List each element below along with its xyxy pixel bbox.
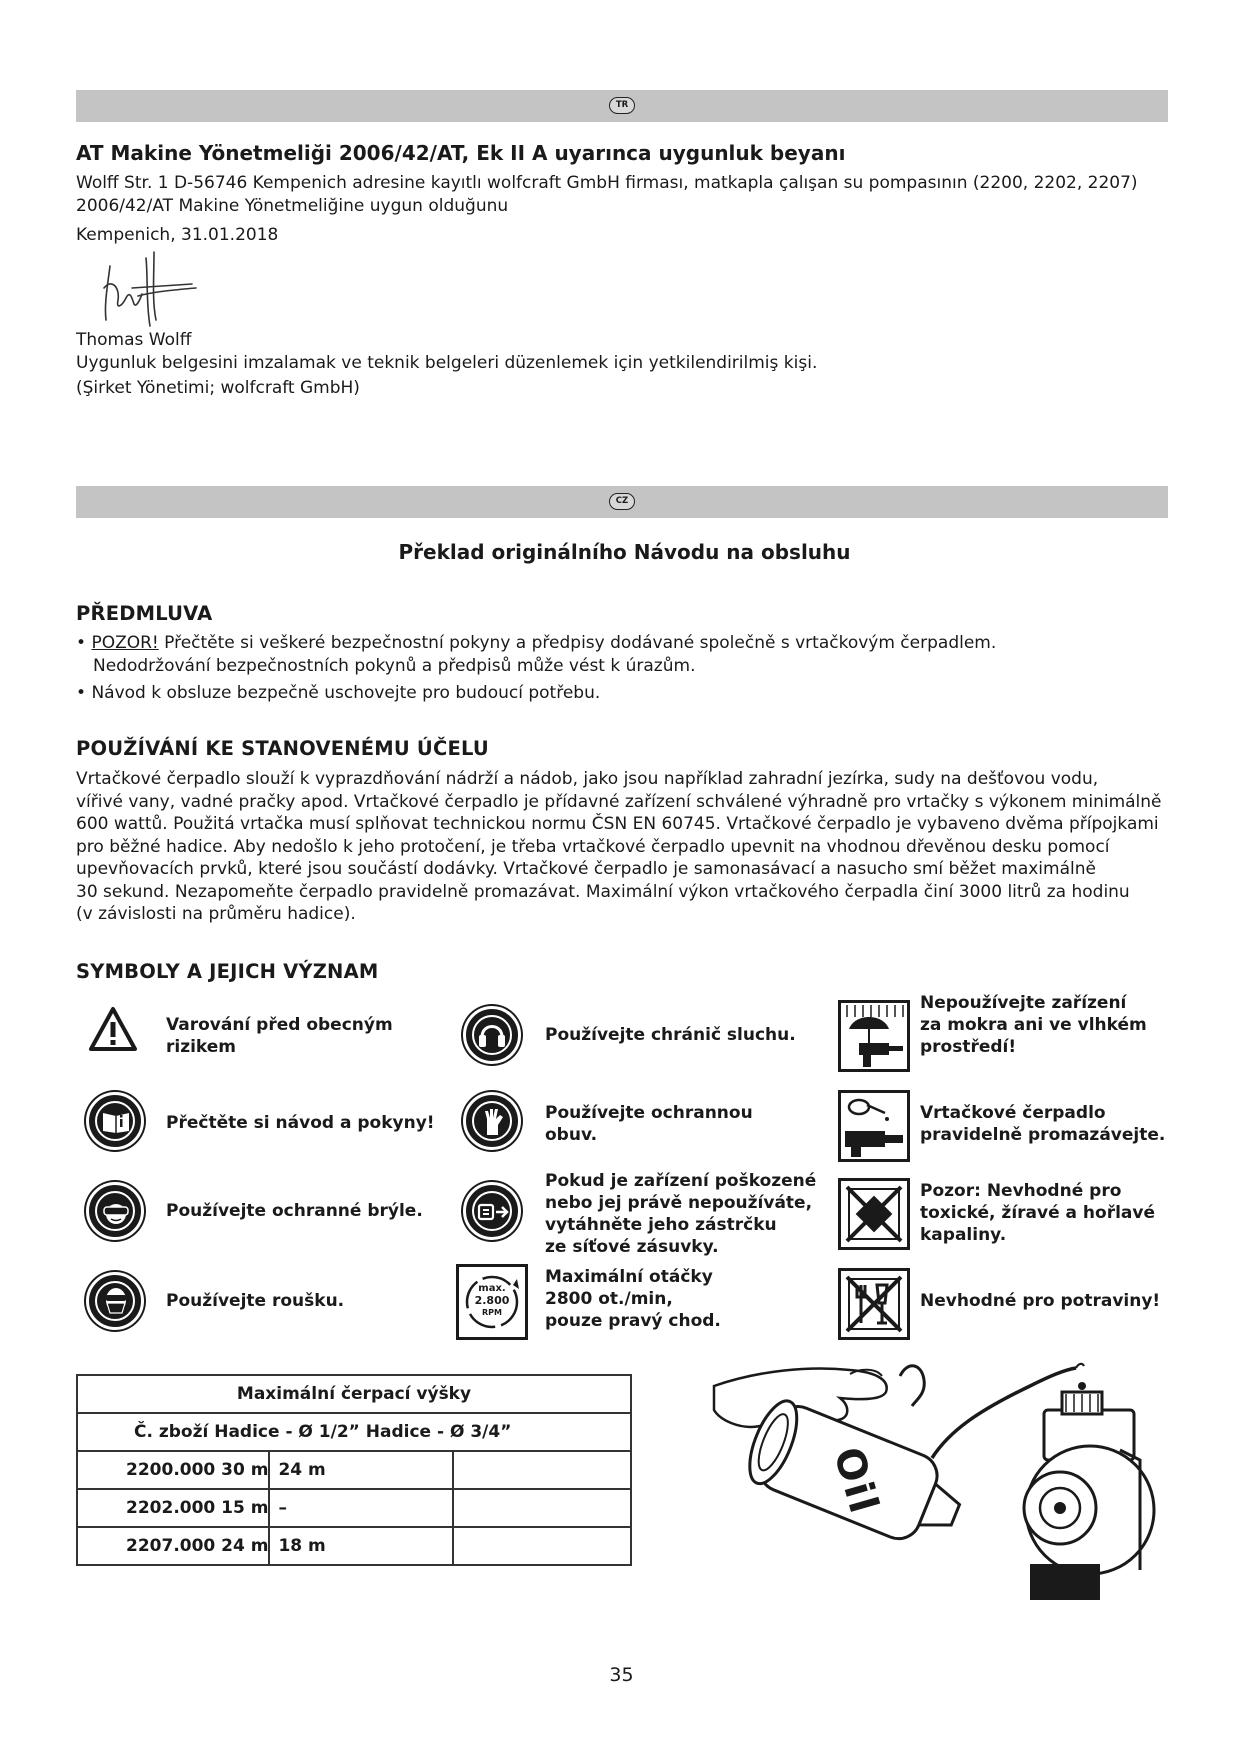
table-cell-hose34: 18 m: [269, 1527, 453, 1565]
intended-use-heading: POUŽÍVÁNÍ KE STANOVENÉMU ÚČELU: [76, 737, 489, 760]
cz-language-badge: CZ: [609, 493, 635, 510]
foreword-bullet-1: • POZOR! Přečtěte si veškeré bezpečnostní pokyny a předpisy dodávané společně s vrtačkovým čerpadlem.: [76, 633, 997, 653]
table-cell-hose34: –: [269, 1489, 453, 1527]
tr-place-date: Kempenich, 31.01.2018: [76, 225, 279, 245]
table-cell-item: 2207.000 24 m: [77, 1527, 269, 1565]
tr-declaration-title: AT Makine Yönetmeliği 2006/42/AT, Ek II A uyarınca uygunluk beyanı: [76, 141, 846, 165]
symbol-text: nebo jej právě nepoužíváte,: [545, 1193, 813, 1213]
symbol-text: ze síťové zásuvky.: [545, 1237, 719, 1257]
symbol-text: pravidelně promazávejte.: [920, 1125, 1166, 1145]
tr-text-line1: Wolff Str. 1 D-56746 Kempenich adresine kayıtlı wolfcraft GmbH firması, matkapla çalışan su pompasının (2200, 2202, 2207): [76, 173, 1138, 193]
symbol-text: za mokra ani ve vlhkém: [920, 1015, 1147, 1035]
symbol-text: rizikem: [166, 1037, 237, 1057]
table-title-row: [77, 1375, 631, 1413]
ear-protection-icon: [463, 1006, 521, 1064]
symbol-label-lubricate: [920, 1102, 1165, 1146]
table-title: Maximální čerpací výšky: [77, 1375, 631, 1413]
rpm-badge-line: RPM: [482, 1308, 502, 1317]
cz-manual-title: Překlad originálního Návodu na obsluhu: [398, 540, 851, 564]
table-cell-hose34: 24 m: [269, 1451, 453, 1489]
intended-use-paragraph: [76, 768, 1162, 926]
symbol-label-unplug: [545, 1170, 816, 1258]
lubricate-icon: [838, 1090, 910, 1162]
symbols-heading: SYMBOLY A JEJICH VÝZNAM: [76, 960, 379, 983]
tr-signer-role: Uygunluk belgesini imzalamak ve teknik belgeleri düzenlemek için yetkilendirilmiş kişi.: [76, 353, 818, 373]
rpm-badge-line: max.: [478, 1283, 506, 1294]
foreword-bullet-1-text: Přečtěte si veškeré bezpečnostní pokyny a předpisy dodávané společně s vrtačkovým čerpadlem.: [158, 633, 997, 653]
table-cell-empty: [453, 1451, 631, 1489]
symbol-label-protective-shoes: [545, 1102, 753, 1146]
foreword-bullet-1-line2: Nedodržování bezpečnostních pokynů a předpisů může vést k úrazům.: [93, 656, 696, 676]
symbol-label-general-warning: [166, 1014, 393, 1058]
max-pump-height-table: [76, 1374, 632, 1566]
symbol-text: Nepoužívejte zařízení: [920, 993, 1127, 1013]
symbol-label-no-food: Nevhodné pro potraviny!: [920, 1291, 1161, 1311]
no-food-icon: [838, 1268, 910, 1340]
intended-use-line: vířivé vany, vadné pračky apod. Vrtačkové čerpadlo je přídavné zařízení schválené výhradně pro vrtačky s výkonem minimálně: [76, 791, 1162, 812]
foreword-bullet-2: • Návod k obsluze bezpečně uschovejte pro budoucí potřebu.: [76, 683, 601, 703]
foreword-heading: PŘEDMLUVA: [76, 602, 213, 625]
table-header-row: [77, 1413, 631, 1451]
warning-triangle-icon: [88, 1006, 138, 1052]
symbol-label-ear-protection: Používejte chránič sluchu.: [545, 1025, 796, 1045]
symbol-text: vytáhněte jeho zástrčku: [545, 1215, 777, 1235]
symbol-text: Maximální otáčky: [545, 1267, 713, 1287]
symbol-label-goggles: Používejte ochranné brýle.: [166, 1201, 423, 1221]
symbol-text: kapaliny.: [920, 1225, 1007, 1245]
rpm-badge-text: [459, 1283, 525, 1319]
safety-goggles-icon: [86, 1182, 144, 1240]
table-row: [77, 1489, 631, 1527]
table-cell-empty: [453, 1489, 631, 1527]
table-row: [77, 1451, 631, 1489]
intended-use-line: 600 wattů. Použitá vrtačka musí splňovat technickou normu ČSN EN 60745. Vrtačkové čerpadlo je vybaveno dvěma přípojkami: [76, 814, 1159, 834]
tr-signer-name: Thomas Wolff: [76, 330, 192, 350]
intended-use-line: upevňovacích prvků, které jsou součástí dodávky. Vrtačkové čerpadlo je samonasávací a nasucho smí běžet maximálně: [76, 859, 1096, 879]
warning-label: POZOR!: [91, 633, 159, 653]
tr-language-badge: TR: [609, 97, 635, 114]
no-wet-environment-icon: [838, 1000, 910, 1072]
symbol-text: Vrtačkové čerpadlo: [920, 1103, 1106, 1123]
signature-image: [92, 248, 202, 330]
symbol-text: prostředí!: [920, 1037, 1017, 1057]
table-cell-item: 2200.000 30 m: [77, 1451, 269, 1489]
symbol-text: toxické, žíravé a hořlavé: [920, 1203, 1156, 1223]
symbol-label-read-manual: Přečtěte si návod a pokyny!: [166, 1113, 435, 1133]
symbol-label-no-toxic: [920, 1180, 1155, 1246]
symbol-text: Pozor: Nevhodné pro: [920, 1181, 1122, 1201]
table-header: Č. zboží Hadice - Ø 1/2” Hadice - Ø 3/4”: [77, 1413, 631, 1451]
oiling-illustration: [700, 1340, 1170, 1602]
symbol-text: Pokud je zařízení poškozené: [545, 1171, 817, 1191]
symbol-label-mask: Používejte roušku.: [166, 1291, 345, 1311]
table-cell-empty: [453, 1527, 631, 1565]
intended-use-line: (v závislosti na průměru hadice).: [76, 904, 356, 924]
protective-gloves-icon: [463, 1092, 521, 1150]
intended-use-line: Vrtačkové čerpadlo slouží k vyprazdňování nádrží a nádob, jako jsou například zahradní jezírka, sudy na dešťovou vodu,: [76, 769, 1099, 789]
unplug-icon: [463, 1182, 521, 1240]
page-number: 35: [609, 1664, 634, 1686]
symbol-text: pouze pravý chod.: [545, 1311, 721, 1331]
cz-section-bar: [76, 486, 1168, 518]
face-mask-icon: [86, 1272, 144, 1330]
tr-text-line2: 2006/42/AT Makine Yönetmeliğine uygun olduğunu: [76, 196, 509, 216]
symbol-text: Používejte ochrannou: [545, 1103, 753, 1123]
symbol-label-max-rpm: [545, 1266, 721, 1332]
read-manual-icon: [86, 1092, 144, 1150]
oil-can-label: Oil: [824, 1442, 888, 1520]
symbol-text: obuv.: [545, 1125, 598, 1145]
foreword-bullet-2-text: Návod k obsluze bezpečně uschovejte pro budoucí potřebu.: [91, 683, 601, 703]
tr-section-bar: [76, 90, 1168, 122]
intended-use-line: 30 sekund. Nezapomeňte čerpadlo pravidelně promazávat. Maximální výkon vrtačkového čerpadla činí 3000 litrů za hodinu: [76, 881, 1130, 902]
symbol-text: Varování před obecným: [166, 1015, 393, 1035]
tr-company: (Şirket Yönetimi; wolfcraft GmbH): [76, 378, 360, 398]
no-toxic-liquids-icon: [838, 1178, 910, 1250]
symbol-label-no-wet: [920, 992, 1147, 1058]
rpm-badge-line: 2.800: [474, 1294, 510, 1307]
max-rpm-icon: [456, 1264, 528, 1340]
table-cell-item: 2202.000 15 m: [77, 1489, 269, 1527]
symbol-text: 2800 ot./min,: [545, 1289, 673, 1309]
intended-use-line: pro běžné hadice. Aby nedošlo k jeho protočení, je třeba vrtačkové čerpadlo upevnit na vhodnou dřevěnou desku pomocí: [76, 836, 1110, 857]
table-row: [77, 1527, 631, 1565]
